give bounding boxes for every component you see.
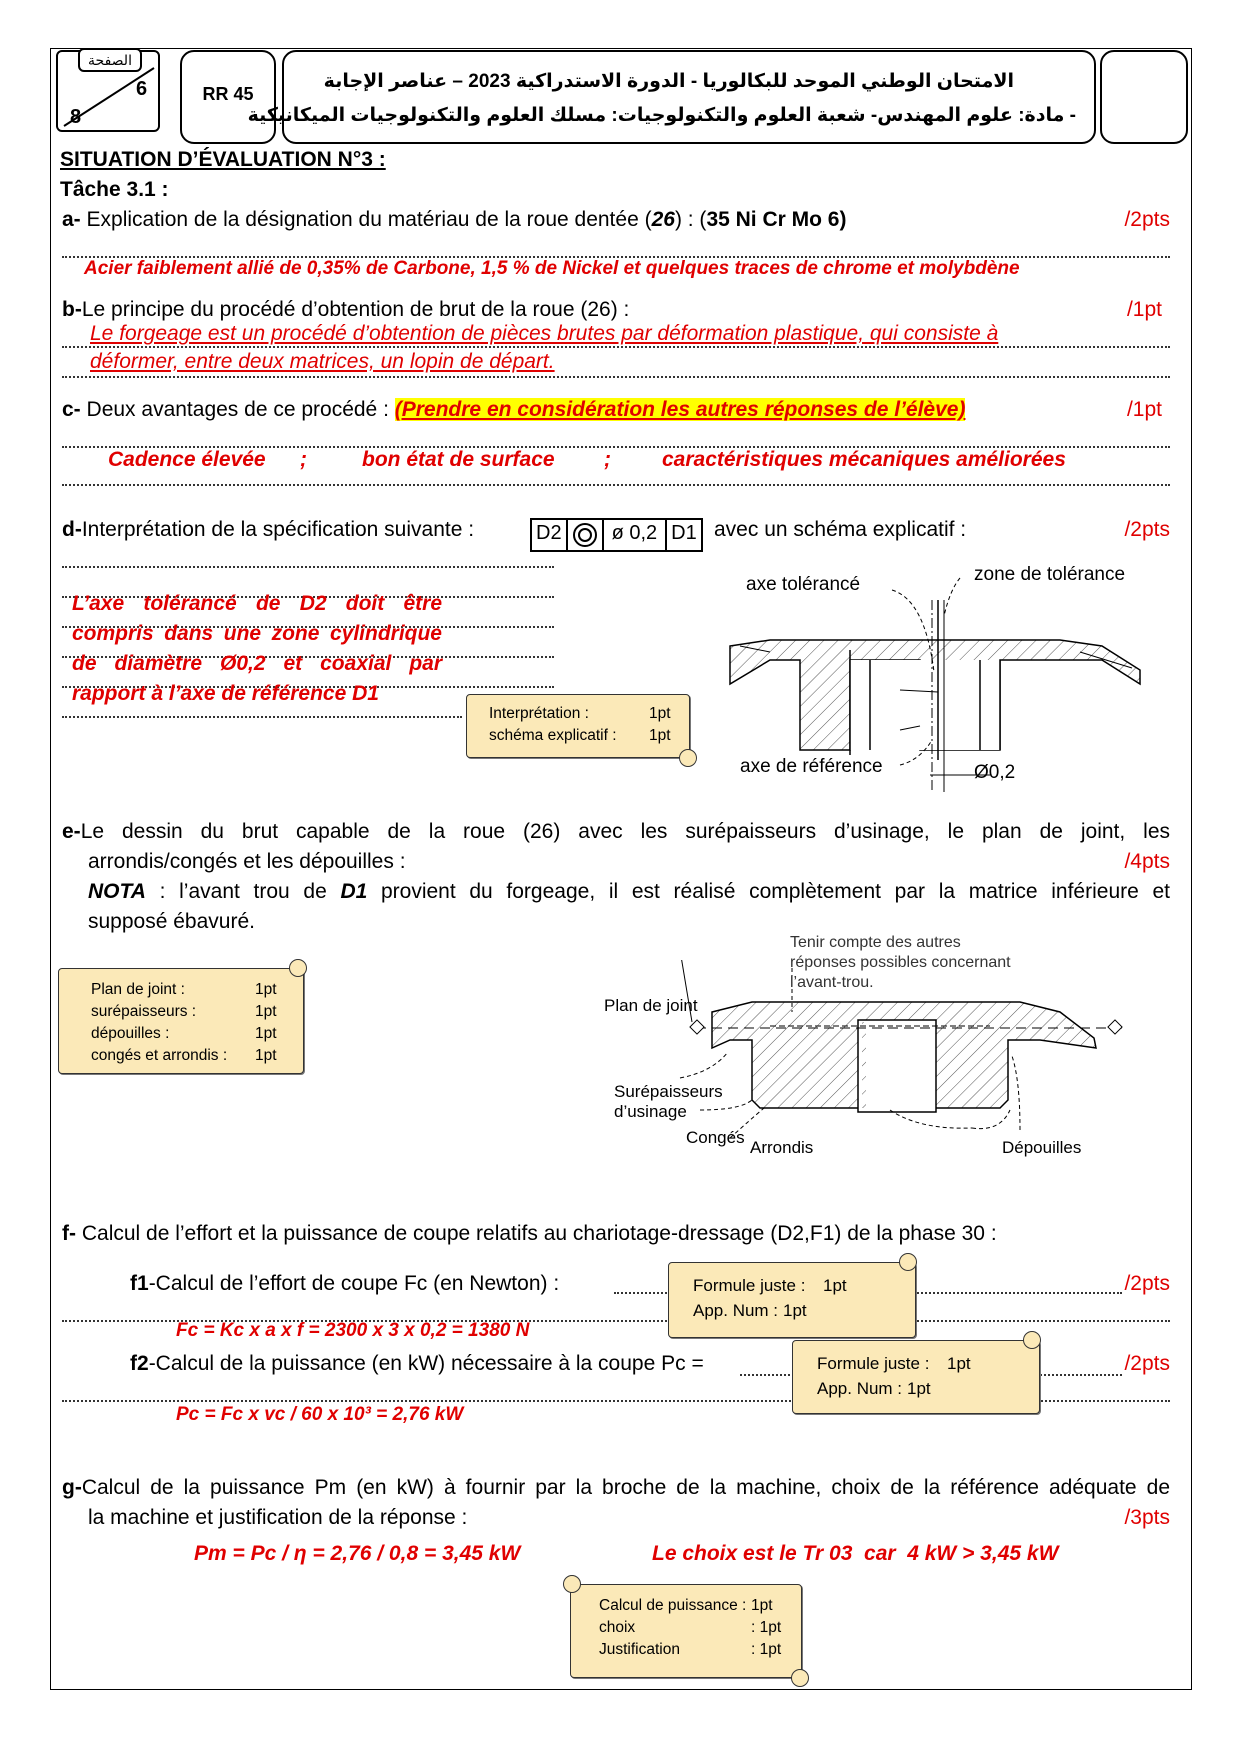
points-c: /1pt: [1126, 398, 1162, 421]
points-g: /3pts: [1124, 1506, 1170, 1529]
grading-scroll-d: Interprétation : 1pt schéma explicatif : 1pt: [466, 694, 690, 758]
page-number: 6: [136, 78, 148, 100]
answer-c2: bon état de surface: [362, 448, 555, 471]
label-usinage: d’usinage: [614, 1102, 687, 1121]
blank-box: [1100, 50, 1188, 144]
label-depouilles: Dépouilles: [1002, 1138, 1082, 1157]
answer-c1: Cadence élevée: [108, 448, 266, 471]
fig-note-line1: Tenir compte des autres: [790, 934, 961, 951]
question-b: b-Le principe du procédé d’obtention de brut de la roue (26) :: [62, 298, 630, 321]
nota-line2: supposé ébavuré.: [88, 910, 255, 933]
answer-line: [62, 346, 1170, 348]
answer-c3: caractéristiques mécaniques améliorées: [662, 448, 1066, 471]
points-f2: /2pts: [1124, 1352, 1170, 1375]
answer-d-line4: rapport à l’axe de référence D1: [72, 682, 379, 705]
note-highlight: (Prendre en considération les autres réponses de l’élève): [394, 398, 966, 421]
question-a: a- Explication de la désignation du matériau de la roue dentée (26) : (35 Ni Cr Mo 6): [62, 208, 847, 231]
question-d-text2: avec un schéma explicatif :: [714, 518, 967, 541]
question-g-line1: g-Calcul de la puissance Pm (en kW) à fournir par la broche de la machine, choix de la référence adéquate de: [62, 1476, 1170, 1499]
code-box: [180, 50, 276, 144]
grading-scroll-g: Calcul de puissance : 1pt choix : 1pt Justification : 1pt: [570, 1584, 802, 1678]
points-d: /2pts: [1124, 518, 1170, 541]
grading-scroll-f1: Formule juste : 1pt App. Num : 1pt: [668, 1262, 916, 1338]
question-f1: f1-Calcul de l’effort de coupe Fc (en Newton) :: [130, 1272, 560, 1295]
label-surepaisseurs: Surépaisseurs: [614, 1082, 723, 1101]
answer-b-line2: déformer, entre deux matrices, un lopin de départ.: [90, 350, 555, 373]
page-total: 8: [70, 106, 82, 128]
answer-g2: Le choix est le Tr 03 car 4 kW > 3,45 kW: [652, 1542, 1059, 1565]
grading-scroll-e: Plan de joint : 1pt surépaisseurs : 1pt dépouilles : 1pt congés et arrondis : 1pt: [58, 968, 304, 1074]
question-e-line1: e-Le dessin du brut capable de la roue (26) avec les surépaisseurs d’usinage, le plan de joint, les: [62, 820, 1170, 843]
answer-c-sep1: ;: [300, 448, 307, 471]
answer-f1: Fc = Kc x a x f = 2300 x 3 x 0,2 = 1380 N: [176, 1320, 530, 1341]
label-axe-reference: axe de référence: [740, 756, 883, 777]
question-f: f- Calcul de l’effort et la puissance de coupe relatifs au chariotage-dressage (D2,F1) de la phase 30 :: [62, 1222, 997, 1245]
label-arrondis: Arrondis: [750, 1138, 814, 1157]
tolerance-ref: D2: [532, 520, 568, 550]
points-f1: /2pts: [1124, 1272, 1170, 1295]
answer-d-line2: compris dans une zone cylindrique: [72, 622, 442, 645]
task-title: Tâche 3.1 :: [60, 178, 169, 201]
answer-g1: Pm = Pc / η = 2,76 / 0,8 = 3,45 kW: [194, 1542, 521, 1565]
label-conges: Congés: [686, 1128, 745, 1147]
page-label: الصفحة: [78, 48, 142, 72]
label-diameter: Ø0,2: [974, 762, 1016, 783]
tolerance-value: ø 0,2: [604, 520, 668, 550]
title-box: [247, 50, 1096, 144]
situation-title: SITUATION D’ÉVALUATION N°3 :: [60, 148, 386, 171]
answer-d-line3: de diamètre Ø0,2 et coaxial par: [72, 652, 442, 675]
answer-line: [62, 566, 554, 568]
answer-c-sep2: ;: [604, 448, 611, 471]
grading-scroll-f2: Formule juste : 1pt App. Num : 1pt: [792, 1340, 1040, 1414]
answer-d-line1: L’axe tolérancé de D2 doit être: [72, 592, 442, 615]
answer-line: [62, 376, 1170, 378]
points-b: /1pt: [1126, 298, 1162, 321]
answer-line: [62, 484, 1170, 486]
answer-a: Acier faiblement allié de 0,35% de Carbone, 1,5 % de Nickel et quelques traces de chrome et molybdène: [84, 258, 1020, 279]
points-e: /4pts: [1124, 850, 1170, 873]
question-g-line2: la machine et justification de la réponse :: [88, 1506, 468, 1529]
question-e-line2: arrondis/congés et les dépouilles :: [88, 850, 406, 873]
label-plan-joint: Plan de joint: [604, 996, 698, 1015]
nota: NOTA : l’avant trou de D1 provient du forgeage, il est réalisé complètement par la matrice inférieure et: [88, 880, 1170, 903]
question-f2: f2-Calcul de la puissance (en kW) nécessaire à la coupe Pc =: [130, 1352, 704, 1375]
question-c: c- Deux avantages de ce procédé : (Prendre en considération les autres réponses de l’élève): [62, 398, 966, 421]
answer-line: [62, 716, 462, 718]
exam-subject: - مادة: علوم المهندس- شعبة العلوم والتكنولوجيات: مسلك العلوم والتكنولوجيات الميكانيكية: [247, 105, 1076, 126]
label-axe-tolerance: axe tolérancé: [746, 574, 861, 595]
points-a: /2pts: [1124, 208, 1170, 231]
tolerance-datum: D1: [671, 522, 697, 544]
exam-code: RR 45: [202, 84, 254, 104]
fig-note-line3: l’avant-trou.: [790, 974, 874, 991]
answer-f2: Pc = Fc x vc / 60 x 10³ = 2,76 kW: [176, 1404, 464, 1425]
tolerance-frame: [530, 518, 703, 552]
fig-note-line2: réponses possibles concernant: [790, 954, 1011, 971]
question-d: d-Interprétation de la spécification suivante :: [62, 518, 475, 541]
concentricity-icon: [568, 520, 604, 550]
label-zone-tolerance: zone de tolérance: [974, 564, 1126, 585]
exam-title: الامتحان الوطني الموحد للبكالوريا - الدورة الاستدراكية 2023 – عناصر الإجابة: [323, 71, 1014, 92]
page-number-box: [56, 50, 160, 132]
answer-b-line1: Le forgeage est un procédé d’obtention de pièces brutes par déformation plastique, qui consiste à: [90, 322, 999, 345]
